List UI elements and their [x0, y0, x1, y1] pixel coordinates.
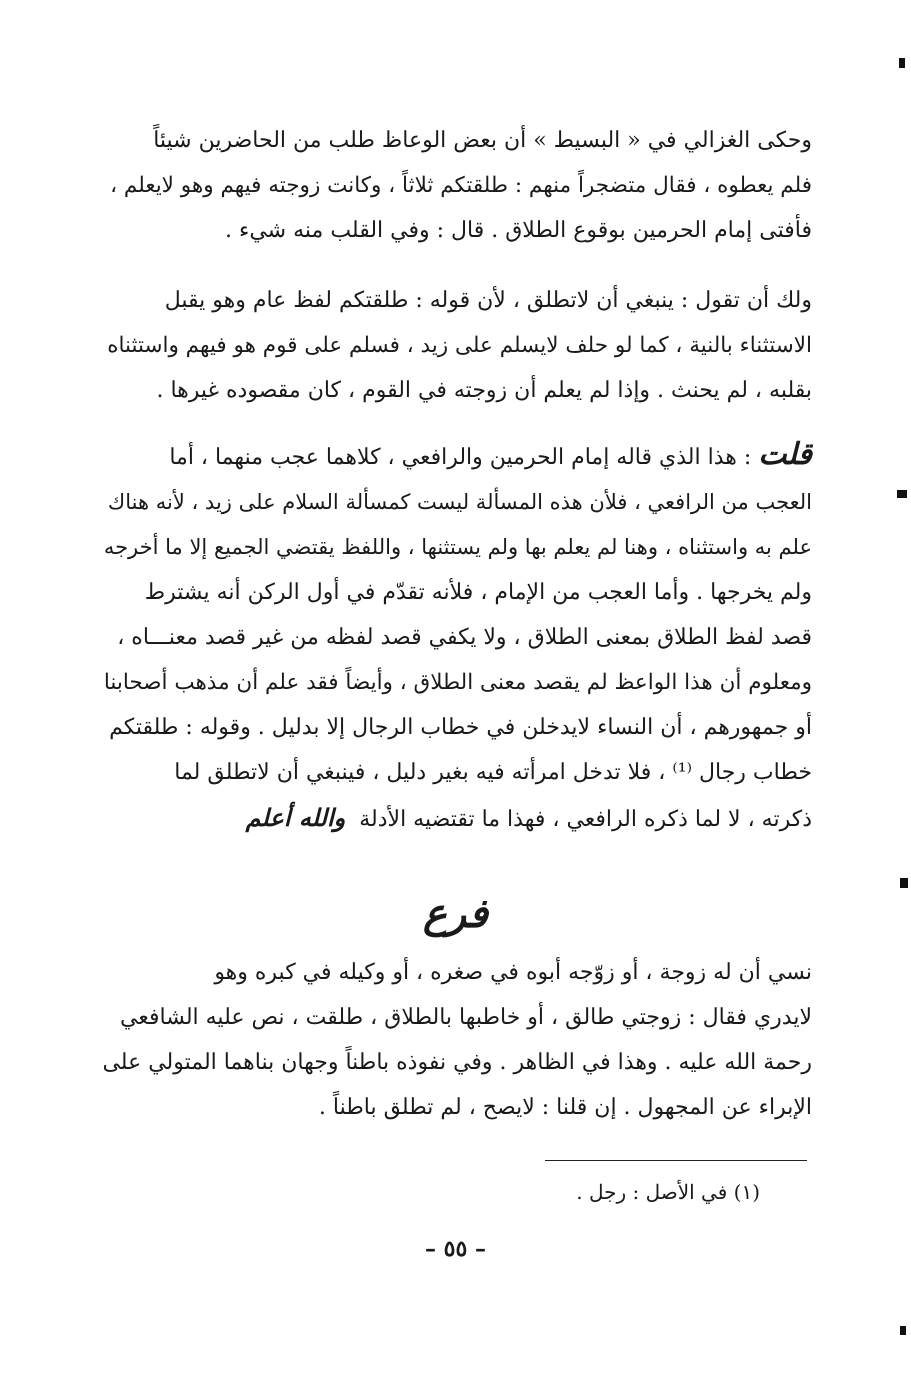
paragraph-author-comment	[100, 432, 812, 842]
paragraph-ghazali-story	[100, 118, 812, 253]
paragraph-objection	[100, 278, 812, 413]
text-segment: : هذا الذي قاله إمام الحرمين والرافعي ، كلاهما عجب منهما ، أما	[169, 445, 759, 470]
text-line: فلم يعطوه ، فقال متضجراً منهم : طلقتكم ثلاثاً ، وكانت زوجته فيهم وهو لايعلم ،	[110, 173, 812, 198]
text-line: أو جمهورهم ، أن النساء لايدخلن في خطاب الرجال إلا بدليل . وقوله : طلقتكم	[109, 715, 812, 740]
text-line: الاستثناء بالنية ، كما لو حلف لايسلم على زيد ، فسلم على قوم هو فيهم واستثناه	[107, 333, 812, 358]
scan-mark	[900, 1326, 906, 1335]
closing-phrase: والله أعلم	[245, 803, 346, 832]
text-line: ولك أن تقول : ينبغي أن لاتطلق ، لأن قوله : طلقتكم لفظ عام وهو يقبل	[164, 288, 812, 313]
text-line: ومعلوم أن هذا الواعظ لم يقصد معنى الطلاق ، وأيضاً فقد علم أن مذهب أصحابنا	[103, 670, 812, 695]
text-line: وحكى الغزالي في « البسيط » أن بعض الوعاظ طلب من الحاضرين شيئاً	[153, 128, 812, 153]
text-line: بقلبه ، لم يحنث . وإذا لم يعلم أن زوجته في القوم ، كان مقصوده غيرها .	[156, 378, 812, 403]
text-line: خطاب رجال ⁽¹⁾ ، فلا تدخل امرأته فيه بغير دليل ، فينبغي أن لاتطلق لما	[174, 760, 812, 785]
text-line: رحمة الله عليه . وهذا في الظاهر . وفي نفوذه باطناً وجهان بناهما المتولي على	[102, 1050, 812, 1075]
text-line: لايدري فقال : زوجتي طالق ، أو خاطبها بالطلاق ، طلقت ، نص عليه الشافعي	[120, 1005, 812, 1030]
text-line	[100, 795, 812, 842]
footnote-divider	[545, 1160, 807, 1161]
text-line: الإبراء عن المجهول . إن قلنا : لايصح ، لم تطلق باطناً .	[318, 1095, 812, 1120]
scan-mark	[897, 490, 907, 498]
text-line: ولم يخرجها . وأما العجب من الإمام ، فلأنه تقدّم في أول الركن أنه يشترط	[144, 580, 812, 605]
section-heading: فرع	[422, 890, 489, 937]
text-segment: ذكرته ، لا لما ذكره الرافعي ، فهذا ما تقتضيه الأدلة	[359, 807, 812, 832]
text-line: قصد لفظ الطلاق بمعنى الطلاق ، ولا يكفي قصد لفظه من غير قصد معنـــاه ،	[117, 625, 812, 650]
qultu-lead-word: قلت	[758, 437, 812, 472]
text-line: نسي أن له زوجة ، أو زوّجه أبوه في صغره ، أو وكيله في كبره وهو	[214, 960, 812, 985]
text-line: علم به واستثناه ، وهنا لم يعلم بها ولم يستثنها ، واللفظ يقتضي الجميع إلا ما أخرجه	[103, 535, 812, 559]
text-line: العجب من الرافعي ، فلأن هذه المسألة ليست كمسألة السلام على زيد ، لأنه هناك	[107, 490, 812, 514]
text-line: فأفتى إمام الحرمين بوقوع الطلاق . قال : وفي القلب منه شيء .	[225, 218, 812, 243]
scan-mark	[899, 58, 905, 68]
paragraph-far	[100, 950, 812, 1130]
scan-mark	[900, 878, 908, 888]
page-number: – ٥٥ –	[425, 1236, 486, 1262]
text-line	[100, 432, 812, 480]
footnote: (١) في الأصل : رجل .	[576, 1180, 760, 1204]
